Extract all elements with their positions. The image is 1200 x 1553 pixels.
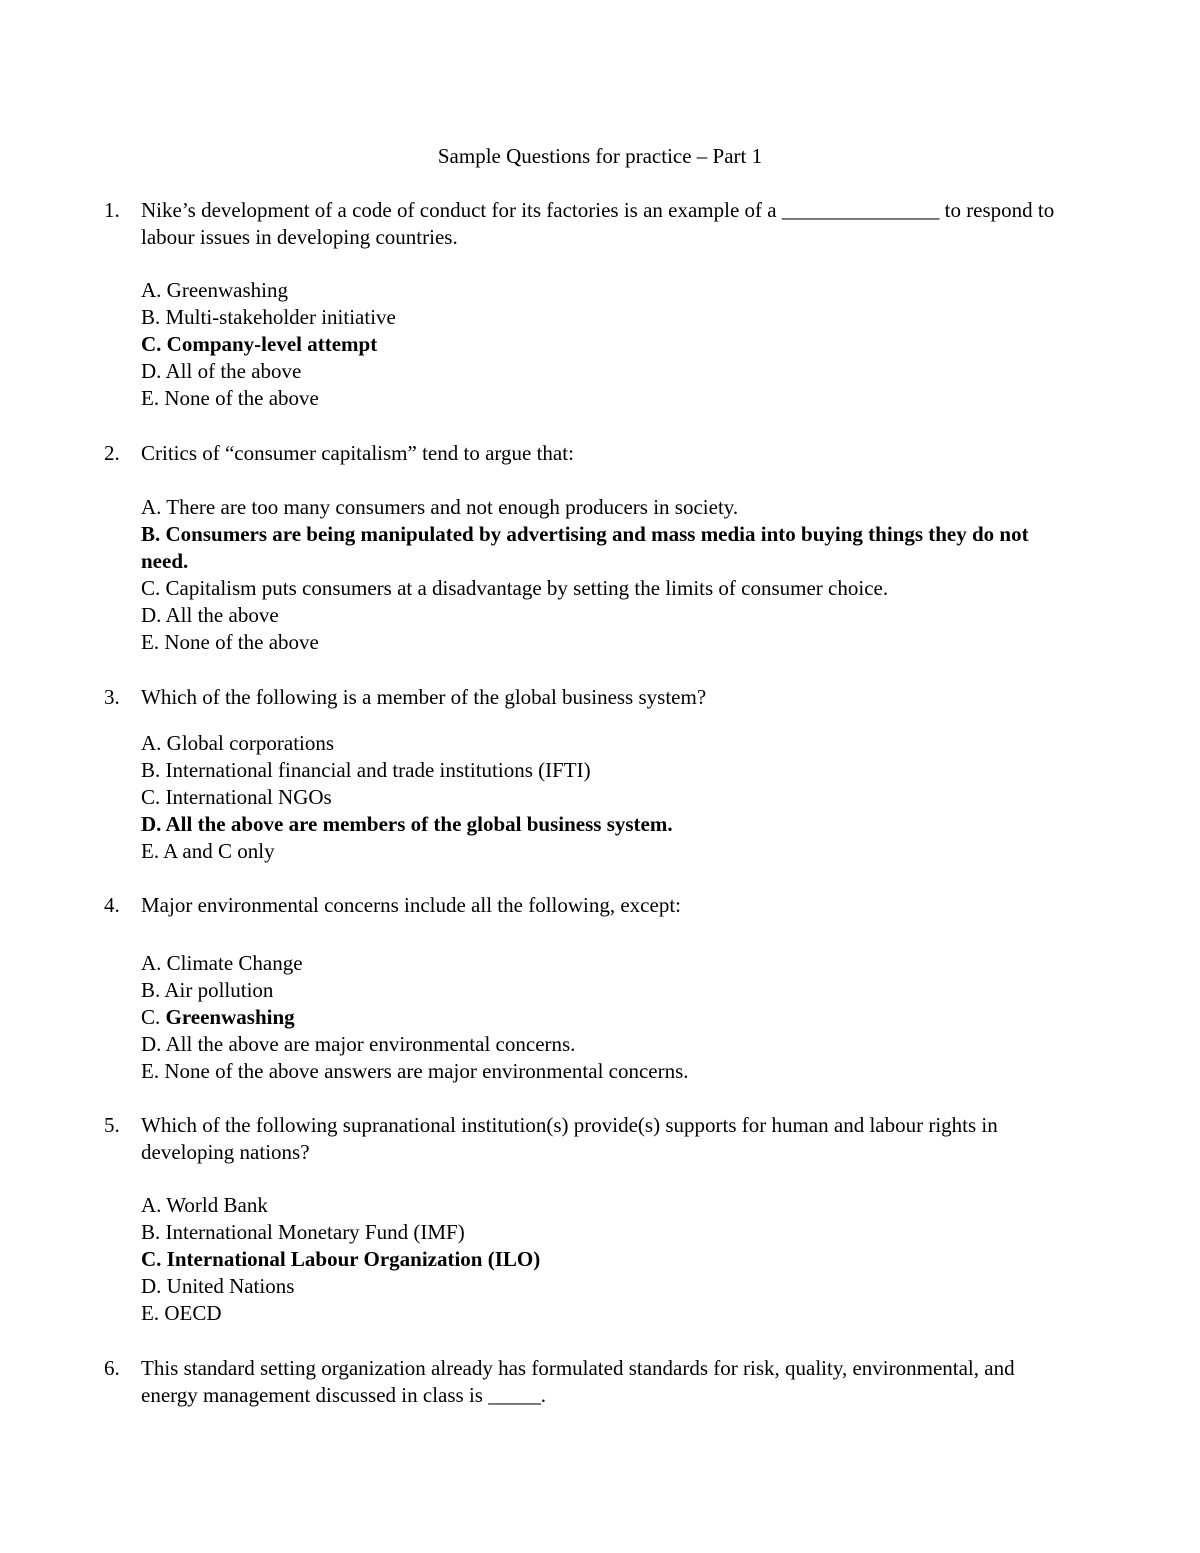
question-1: [104, 197, 1064, 412]
answer-option-a: A. Climate Change: [141, 951, 303, 975]
answer-option-e: E. None of the above answers are major environmental concerns.: [141, 1059, 689, 1083]
answer-options: [141, 277, 1064, 412]
question-5: [104, 1112, 1064, 1327]
option-text: Greenwashing: [165, 1005, 295, 1029]
answer-options: [141, 494, 1064, 656]
question-6: [104, 1355, 1064, 1409]
option-letter: C.: [141, 1005, 166, 1029]
answer-options: [141, 1192, 1064, 1327]
answer-option-a: A. Greenwashing: [141, 278, 288, 302]
answer-options: [141, 730, 1064, 865]
answer-option-c: C. International NGOs: [141, 785, 332, 809]
answer-option-b: B. International financial and trade institutions (IFTI): [141, 758, 591, 782]
question-number: 3.: [104, 685, 120, 709]
question-2: [104, 440, 1064, 656]
question-text: Which of the following supranational institution(s) provide(s) supports for human and labour rights in developing nations?: [141, 1113, 998, 1164]
question-number: 4.: [104, 893, 120, 917]
answer-option-d: D. All the above: [141, 603, 279, 627]
answer-option-e: E. None of the above: [141, 630, 319, 654]
answer-option-d: D. United Nations: [141, 1274, 295, 1298]
question-text: Nike’s development of a code of conduct for its factories is an example of a _______________ to respond to labour issues in developing countries.: [141, 198, 1055, 249]
answer-option-a: A. There are too many consumers and not enough producers in society.: [141, 495, 739, 519]
question-number: 1.: [104, 198, 120, 222]
answer-option-e: E. A and C only: [141, 839, 275, 863]
answer-option-d: D. All the above are major environmental concerns.: [141, 1032, 576, 1056]
answer-option-e: E. OECD: [141, 1301, 222, 1325]
question-text: Major environmental concerns include all the following, except:: [141, 893, 681, 917]
answer-option-b: B. Multi-stakeholder initiative: [141, 305, 396, 329]
correct-answer-option-c: [141, 1004, 1064, 1031]
question-number: 2.: [104, 441, 120, 465]
correct-answer-option-c: C. Company-level attempt: [141, 332, 378, 356]
question-text: Which of the following is a member of the global business system?: [141, 685, 707, 709]
answer-option-d: D. All of the above: [141, 359, 302, 383]
question-text: This standard setting organization already has formulated standards for risk, quality, environmental, and energy management discussed in class is _____.: [141, 1356, 1015, 1407]
correct-answer-option-b: B. Consumers are being manipulated by advertising and mass media into buying things they do not need.: [141, 522, 1029, 573]
answer-option-b: B. International Monetary Fund (IMF): [141, 1220, 465, 1244]
answer-option-b: B. Air pollution: [141, 978, 274, 1002]
answer-option-a: A. Global corporations: [141, 731, 335, 755]
question-4: [104, 892, 1064, 1085]
answer-options: [141, 950, 1064, 1085]
correct-answer-option-d: D. All the above are members of the global business system.: [141, 812, 673, 836]
question-text: Critics of “consumer capitalism” tend to argue that:: [141, 441, 574, 465]
question-number: 6.: [104, 1356, 120, 1380]
answer-option-e: E. None of the above: [141, 386, 319, 410]
answer-option-c: C. Capitalism puts consumers at a disadvantage by setting the limits of consumer choice.: [141, 576, 889, 600]
correct-answer-option-c: C. International Labour Organization (ILO): [141, 1247, 541, 1271]
answer-option-a: A. World Bank: [141, 1193, 268, 1217]
question-3: [104, 684, 1064, 865]
page-title: Sample Questions for practice – Part 1: [437, 144, 763, 168]
question-number: 5.: [104, 1113, 120, 1137]
